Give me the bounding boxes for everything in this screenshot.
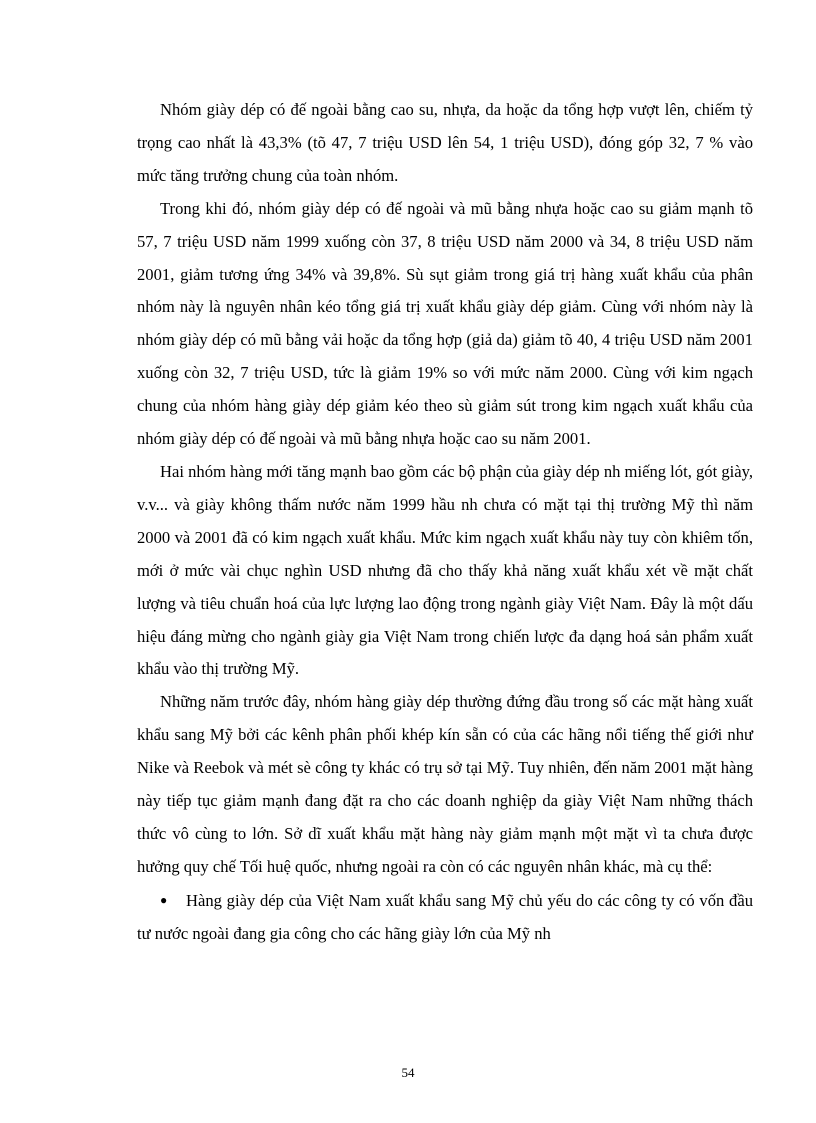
paragraph-4: Những năm trước đây, nhóm hàng giày dép thường đứng đầu trong số các mặt hàng xuất khẩu sang Mỹ bởi các kênh phân phối khép kín sẵn có của các hãng nổi tiếng thế giới như Nike và Reebok và mét sè công ty khác có trụ sở tại Mỹ. Tuy nhiên, đến năm 2001 mặt hàng này tiếp tục giảm mạnh đang đặt ra cho các doanh nghiệp da giày Việt Nam những thách thức vô cùng to lớn. Sở dĩ xuất khẩu mặt hàng này giảm mạnh một mặt vì ta chưa được hưởng quy chế Tối huệ quốc, nhưng ngoài ra còn có các nguyên nhân khác, mà cụ thể: [137, 692, 753, 876]
page-number: 54 [401, 1065, 415, 1080]
body-text [137, 94, 753, 951]
paragraph-1: Nhóm giày dép có đế ngoài bằng cao su, nhựa, da hoặc da tổng hợp vượt lên, chiếm tỷ trọng cao nhất là 43,3% (tõ 47, 7 triệu USD lên 54, 1 triệu USD), đóng góp 32, 7 % vào mức tăng trưởng chung của toàn nhóm. [137, 100, 753, 185]
bullet-dot-icon: ● [160, 892, 168, 907]
bullet-item [137, 884, 753, 951]
bullet-item-text: Hàng giày dép của Việt Nam xuất khẩu sang Mỹ chủ yếu do các công ty có vốn đầu tư nước ngoài đang gia công cho các hãng giày lớn của Mỹ nh [137, 890, 753, 943]
paragraph-3: Hai nhóm hàng mới tăng mạnh bao gồm các bộ phận của giày dép nh miếng lót, gót giày, v.v... và giày không thấm nước năm 1999 hầu nh chưa có mặt tại thị trường Mỹ thì năm 2000 và 2001 đã có kim ngạch xuất khẩu. Mức kim ngạch xuất khẩu này tuy còn khiêm tốn, mới ở mức vài chục nghìn USD nhưng đã cho thấy khả năng xuất khẩu xét về mặt chất lượng và tiêu chuẩn hoá của lực lượng lao động trong ngành giày Việt Nam. Đây là một dấu hiệu đáng mừng cho ngành giày gia Việt Nam trong chiến lược đa dạng hoá sản phẩm xuất khẩu vào thị trường Mỹ. [137, 461, 753, 679]
paragraph-2: Trong khi đó, nhóm giày dép có đế ngoài và mũ bằng nhựa hoặc cao su giảm mạnh tõ 57, 7 triệu USD năm 1999 xuống còn 37, 8 triệu USD năm 2000 và 34, 8 triệu USD năm 2001, giảm tương ứng 34% và 39,8%. Sù sụt giảm trong giá trị hàng xuất khẩu của phân nhóm này là nguyên nhân kéo tổng giá trị xuất khẩu giày dép giảm. Cùng với nhóm này là nhóm giày dép có mũ bằng vải hoặc da tổng hợp (giả da) giảm tõ 40, 4 triệu USD năm 2001 xuống còn 32, 7 triệu USD, tức là giảm 19% so với mức năm 2000. Cùng với kim ngạch chung của nhóm hàng giày dép giảm kéo theo sù giảm sút trong kim ngạch xuất khẩu của nhóm giày dép có đế ngoài và mũ bằng nhựa hoặc cao su năm 2001. [137, 198, 753, 449]
